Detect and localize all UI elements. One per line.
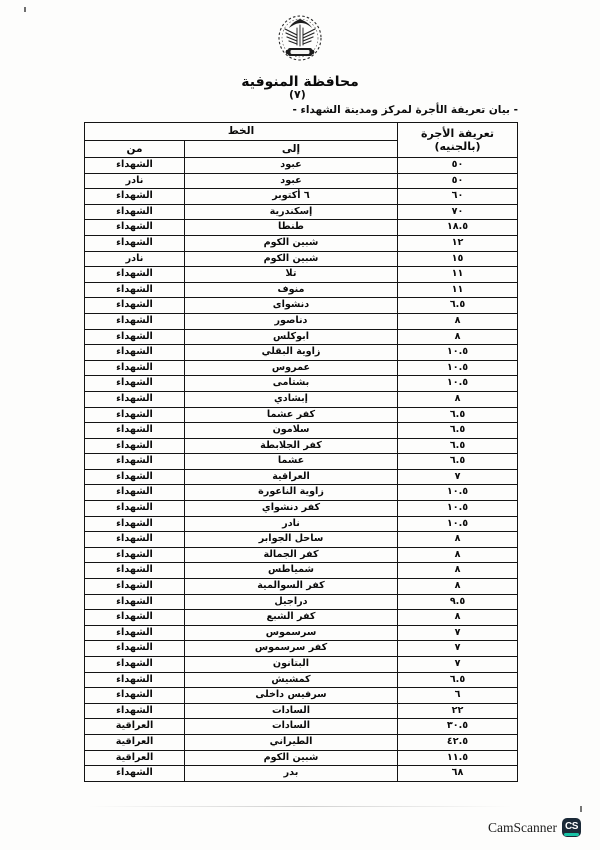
cell-destination: ابوكلس [185, 329, 398, 345]
cell-origin: الشهداء [84, 189, 184, 205]
cell-destination: الطيراني [185, 734, 398, 750]
cell-fare: ٦.٥ [398, 423, 518, 439]
cell-fare: ١٢ [398, 235, 518, 251]
cell-destination: السادات [185, 703, 398, 719]
cell-destination: كفر سرسموس [185, 641, 398, 657]
table-row [84, 547, 517, 563]
table-row [84, 532, 517, 548]
cell-destination: إبشادي [185, 391, 398, 407]
camscanner-badge-icon [562, 818, 581, 837]
cell-destination: عبود [185, 158, 398, 174]
cell-fare: ٦ [398, 688, 518, 704]
cell-fare: ١١ [398, 267, 518, 283]
cell-destination: شبين الكوم [185, 251, 398, 267]
cell-fare: ٦.٥ [398, 298, 518, 314]
cell-fare: ٦.٥ [398, 672, 518, 688]
table-row [84, 298, 517, 314]
cell-origin: الشهداء [84, 376, 184, 392]
cell-origin: العراقية [84, 734, 184, 750]
cell-destination: العراقية [185, 469, 398, 485]
table-row [84, 516, 517, 532]
cell-fare: ١٠.٥ [398, 360, 518, 376]
table-row [84, 579, 517, 595]
cell-origin: الشهداء [84, 766, 184, 782]
table-row [84, 688, 517, 704]
table-row [84, 313, 517, 329]
cell-origin: الشهداء [84, 657, 184, 673]
cell-origin: الشهداء [84, 703, 184, 719]
table-row [84, 438, 517, 454]
table-row [84, 329, 517, 345]
cell-destination: كمشيش [185, 672, 398, 688]
cell-origin: نادر [84, 173, 184, 189]
cell-fare: ٩.٥ [398, 594, 518, 610]
cell-fare: ٧ [398, 641, 518, 657]
cell-fare: ٨ [398, 391, 518, 407]
cell-fare: ٨ [398, 547, 518, 563]
cell-origin: الشهداء [84, 610, 184, 626]
table-row [84, 189, 517, 205]
column-header-fare: تعريفة الأجرة (بالجنيه) [398, 123, 518, 158]
camscanner-badge-stripe [564, 833, 579, 836]
cell-fare: ٧ [398, 625, 518, 641]
cell-fare: ١٠.٥ [398, 516, 518, 532]
table-row [84, 501, 517, 517]
table-row [84, 766, 517, 782]
page-number: (٧) [289, 88, 306, 101]
column-header-to: إلى [185, 141, 398, 158]
scan-speck-artifact-bottom [580, 806, 582, 812]
cell-origin: الشهداء [84, 360, 184, 376]
cell-fare: ٨ [398, 579, 518, 595]
cell-destination: سلامون [185, 423, 398, 439]
cell-destination: نادر [185, 516, 398, 532]
cell-fare: ٧٠ [398, 204, 518, 220]
cell-fare: ٦٠ [398, 189, 518, 205]
cell-destination: دراجيل [185, 594, 398, 610]
fare-table-body [84, 158, 517, 782]
cell-destination: زاوية البقلي [185, 345, 398, 361]
cell-destination: ساحل الجوابر [185, 532, 398, 548]
table-row [84, 625, 517, 641]
table-row [84, 469, 517, 485]
cell-fare: ٥٠ [398, 158, 518, 174]
cell-destination: كفر السوالمية [185, 579, 398, 595]
cell-origin: الشهداء [84, 563, 184, 579]
cell-origin: الشهداء [84, 641, 184, 657]
cell-destination: سرفيس داخلى [185, 688, 398, 704]
cell-origin: الشهداء [84, 485, 184, 501]
cell-origin: الشهداء [84, 594, 184, 610]
table-row [84, 345, 517, 361]
table-row [84, 454, 517, 470]
cell-fare: ٥٠ [398, 173, 518, 189]
cell-destination: كفر الجلابطة [185, 438, 398, 454]
cell-fare: ٦.٥ [398, 407, 518, 423]
table-row [84, 672, 517, 688]
footer-divider [88, 806, 512, 807]
cell-origin: الشهداء [84, 282, 184, 298]
cell-destination: إسكندرية [185, 204, 398, 220]
table-row [84, 594, 517, 610]
document-header [0, 12, 600, 90]
table-row [84, 158, 517, 174]
cell-origin: الشهداء [84, 329, 184, 345]
table-row [84, 610, 517, 626]
fare-table-head [84, 123, 517, 158]
cell-fare: ٧ [398, 657, 518, 673]
cell-origin: الشهداء [84, 688, 184, 704]
cell-origin: الشهداء [84, 469, 184, 485]
cell-fare: ١٥ [398, 251, 518, 267]
cell-fare: ٨ [398, 329, 518, 345]
column-header-from: من [84, 141, 184, 158]
cell-destination: عشما [185, 454, 398, 470]
table-row [84, 750, 517, 766]
cell-destination: البتانون [185, 657, 398, 673]
cell-fare: ١٠.٥ [398, 501, 518, 517]
table-row [84, 267, 517, 283]
table-row [84, 485, 517, 501]
cell-origin: الشهداء [84, 454, 184, 470]
cell-origin: الشهداء [84, 625, 184, 641]
cell-origin: العراقية [84, 719, 184, 735]
table-row [84, 235, 517, 251]
cell-fare: ٨ [398, 563, 518, 579]
cell-fare: ٤٢.٥ [398, 734, 518, 750]
cell-origin: الشهداء [84, 438, 184, 454]
cell-origin: الشهداء [84, 204, 184, 220]
table-row [84, 657, 517, 673]
camscanner-badge-label: CS [565, 820, 578, 832]
document-title: - بيان تعريفة الأجرة لمركز ومدينة الشهداء - [292, 104, 518, 116]
cell-origin: الشهداء [84, 158, 184, 174]
cell-destination: بشتامى [185, 376, 398, 392]
cell-origin: الشهداء [84, 313, 184, 329]
cell-destination: كفر الشبع [185, 610, 398, 626]
governorate-title: محافظة المنوفية [241, 74, 359, 90]
cell-origin: الشهداء [84, 407, 184, 423]
cell-destination: شمياطس [185, 563, 398, 579]
cell-origin: الشهداء [84, 423, 184, 439]
cell-origin: الشهداء [84, 672, 184, 688]
fare-table [84, 122, 518, 782]
cell-fare: ٨ [398, 313, 518, 329]
cell-fare: ١٠.٥ [398, 345, 518, 361]
table-row [84, 563, 517, 579]
cell-destination: كفر الجمالة [185, 547, 398, 563]
table-row [84, 734, 517, 750]
cell-origin: العراقية [84, 750, 184, 766]
egypt-eagle-emblem-icon [271, 12, 329, 68]
cell-destination: زاوية الناعورة [185, 485, 398, 501]
cell-origin: الشهداء [84, 298, 184, 314]
cell-origin: الشهداء [84, 532, 184, 548]
fare-table-container [85, 122, 518, 782]
table-row [84, 641, 517, 657]
cell-destination: كفر عشما [185, 407, 398, 423]
cell-destination: طنطا [185, 220, 398, 236]
table-row [84, 407, 517, 423]
table-row [84, 220, 517, 236]
table-row [84, 251, 517, 267]
cell-origin: الشهداء [84, 267, 184, 283]
table-row [84, 282, 517, 298]
cell-fare: ٦٨ [398, 766, 518, 782]
cell-destination: السادات [185, 719, 398, 735]
cell-fare: ٧ [398, 469, 518, 485]
cell-origin: الشهداء [84, 345, 184, 361]
cell-fare: ١٠.٥ [398, 376, 518, 392]
cell-destination: دنشواى [185, 298, 398, 314]
cell-origin: الشهداء [84, 579, 184, 595]
cell-destination: كفر دنشواي [185, 501, 398, 517]
cell-fare: ٣٠.٥ [398, 719, 518, 735]
cell-fare: ١٠.٥ [398, 485, 518, 501]
cell-fare: ٢٢ [398, 703, 518, 719]
cell-origin: نادر [84, 251, 184, 267]
cell-destination: منوف [185, 282, 398, 298]
table-group-header-row [84, 123, 517, 141]
camscanner-wordmark: CamScanner [488, 819, 557, 835]
cell-destination: شبين الكوم [185, 750, 398, 766]
cell-fare: ٨ [398, 610, 518, 626]
cell-destination: بدر [185, 766, 398, 782]
cell-origin: الشهداء [84, 220, 184, 236]
table-row [84, 204, 517, 220]
table-row [84, 173, 517, 189]
table-row [84, 703, 517, 719]
cell-fare: ٨ [398, 532, 518, 548]
table-row [84, 360, 517, 376]
cell-destination: دناصور [185, 313, 398, 329]
cell-destination: تلا [185, 267, 398, 283]
cell-fare: ٦.٥ [398, 454, 518, 470]
cell-origin: الشهداء [84, 516, 184, 532]
cell-origin: الشهداء [84, 391, 184, 407]
cell-origin: الشهداء [84, 501, 184, 517]
table-row [84, 391, 517, 407]
cell-destination: عمروس [185, 360, 398, 376]
cell-fare: ١١ [398, 282, 518, 298]
cell-destination: سرسموس [185, 625, 398, 641]
camscanner-watermark [488, 818, 581, 837]
cell-origin: الشهداء [84, 235, 184, 251]
table-row [84, 423, 517, 439]
table-row [84, 719, 517, 735]
cell-destination: شبين الكوم [185, 235, 398, 251]
cell-destination: عبود [185, 173, 398, 189]
cell-fare: ١٨.٥ [398, 220, 518, 236]
cell-fare: ١١.٥ [398, 750, 518, 766]
cell-origin: الشهداء [84, 547, 184, 563]
cell-fare: ٦.٥ [398, 438, 518, 454]
column-header-line-group: الخط [84, 123, 397, 141]
table-row [84, 376, 517, 392]
cell-destination: ٦ أكتوبر [185, 189, 398, 205]
